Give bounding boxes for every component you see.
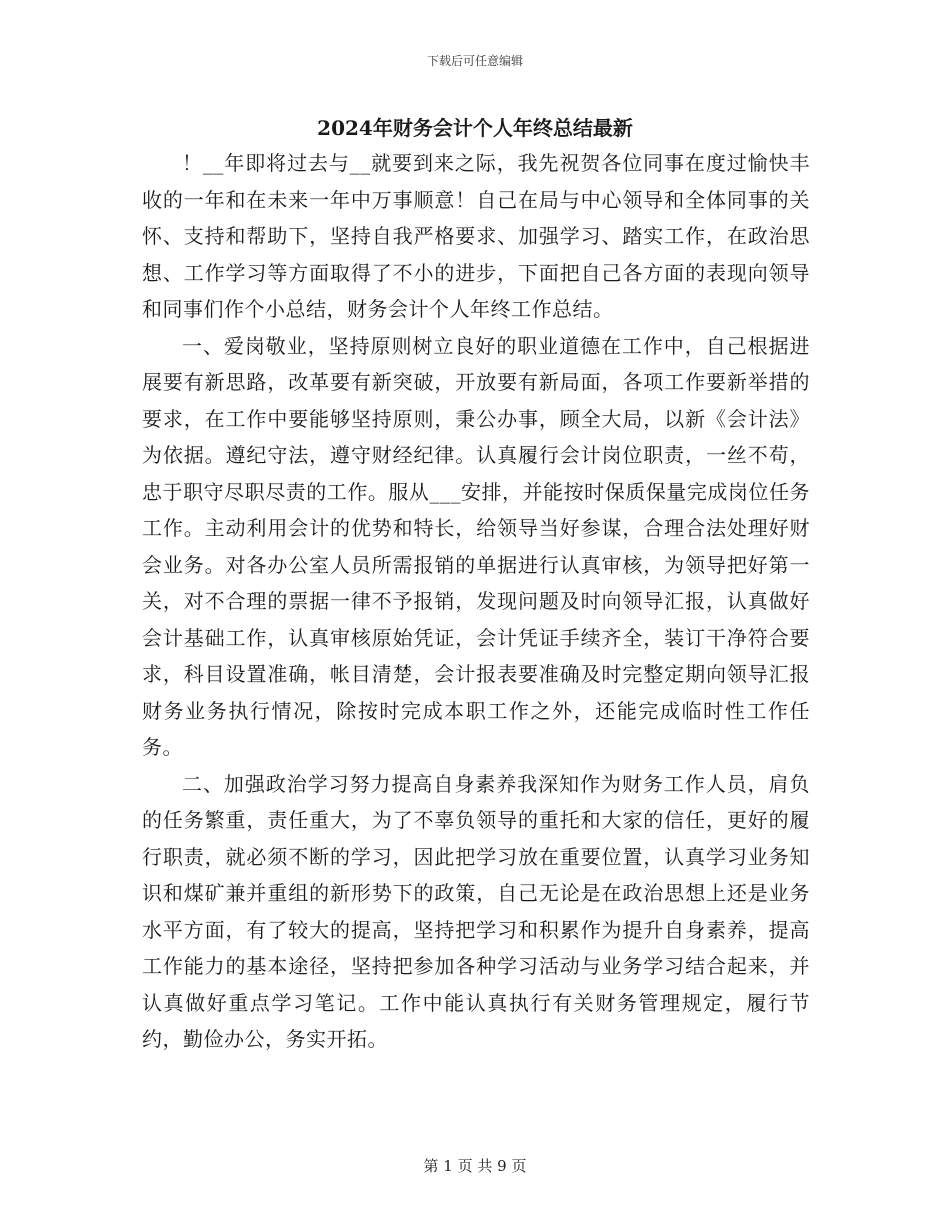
document-title: 2024年财务会计个人年终总结最新	[317, 116, 633, 140]
page-number: 第 1 页 共 9 页	[423, 1157, 527, 1175]
document-body	[142, 145, 810, 1058]
header-note: 下载后可任意编辑	[426, 54, 523, 68]
paragraph-section-one: 一、爱岗敬业，坚持原则树立良好的职业道德在工作中，自己根据进展要有新思路，改革要有新突破，开放要有新局面，各项工作要新举措的要求，在工作中要能够坚持原则，秉公办事，顾全大局，以新《会计法》为依据。遵纪守法，遵守财经纪律。认真履行会计岗位职责，一丝不苟，忠于职守尽职尽责的工作。服从___安排，并能按时保质保量完成岗位任务工作。主动利用会计的优势和特长，给领导当好参谋，合理合法处理好财会业务。对各办公室人员所需报销的单据进行认真审核，为领导把好第一关，对不合理的票据一律不予报销，发现问题及时向领导汇报，认真做好会计基础工作，认真审核原始凭证，会计凭证手续齐全，装订干净符合要求，科目设置准确，帐目清楚，会计报表要准确及时完整定期向领导汇报财务业务执行情况，除按时完成本职工作之外，还能完成临时性工作任务。	[142, 333, 810, 759]
paragraph-intro: ！__年即将过去与__就要到来之际，我先祝贺各位同事在度过愉快丰收的一年和在未来一年中万事顺意！自己在局与中心领导和全体同事的关怀、支持和帮助下，坚持自我严格要求、加强学习、踏实工作，在政治思想、工作学习等方面取得了不小的进步，下面把自己各方面的表现向领导和同事们作个小总结，财务会计个人年终工作总结。	[142, 151, 810, 321]
paragraph-section-two: 二、加强政治学习努力提高自身素养我深知作为财务工作人员，肩负的任务繁重，责任重大，为了不辜负领导的重托和大家的信任，更好的履行职责，就必须不断的学习，因此把学习放在重要位置，认真学习业务知识和煤矿兼并重组的新形势下的政策，自己无论是在政治思想上还是业务水平方面，有了较大的提高，坚持把学习和积累作为提升自身素养，提高工作能力的基本途径，坚持把参加各种学习活动与业务学习结合起来，并认真做好重点学习笔记。工作中能认真执行有关财务管理规定，履行节约，勤俭办公，务实开拓。	[142, 771, 810, 1051]
